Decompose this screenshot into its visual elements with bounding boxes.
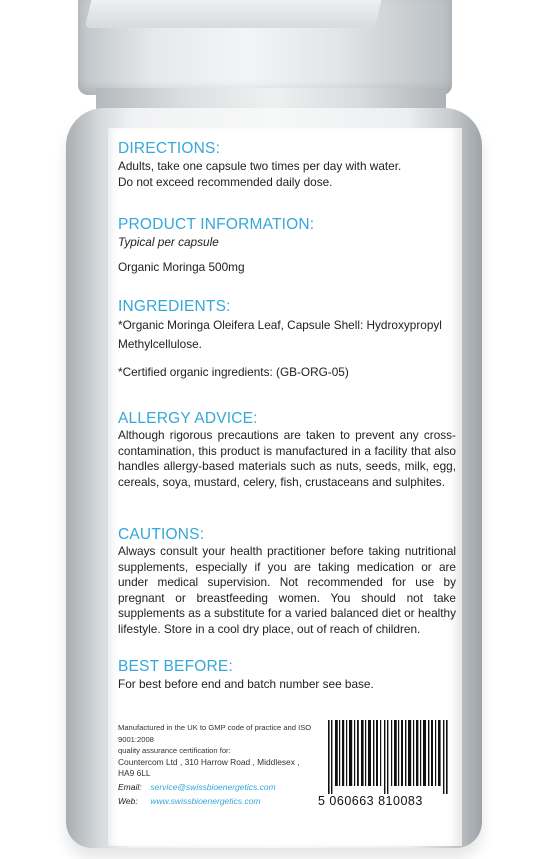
directions-section [118, 140, 456, 190]
allergy-heading: ALLERGY ADVICE: [118, 410, 258, 427]
web-label: Web: [118, 795, 138, 806]
typical-per-capsule: Typical per capsule [118, 235, 219, 249]
allergy-text: Although rigorous precautions are taken to prevent any cross-contamination, this product is manufactured in a facility that also handles allergy-based materials such as nuts, seeds, milk, egg, cereals, soya, mustard, celery, fish, crustaceans and sulphites. [118, 428, 456, 489]
allergy-section [118, 410, 456, 490]
manufacturer-line-1: Manufactured in the UK to GMP code of practice and ISO 9001:2008 [118, 723, 312, 744]
email-address: service@swissbioenergetics.com [150, 781, 276, 792]
barcode-bars [328, 720, 450, 794]
organic-moringa-amount: Organic Moringa 500mg [118, 260, 245, 274]
product-information-heading: PRODUCT INFORMATION: [118, 216, 315, 233]
manufacturer-line-4: HA9 6LL [118, 768, 151, 778]
cautions-text: Always consult your health practitioner before taking nutritional supplements, especially if you are taking medication or are under medical supervision. Not recommended for use by pregnant or breastfeeding women. You should not take supplements as a substitute for a varied balanced diet or healthy lifestyle. Store in a cool dry place, out of reach of children. [118, 544, 456, 636]
manufacturer-info [118, 722, 318, 808]
cautions-heading: CAUTIONS: [118, 526, 205, 543]
ingredients-section [118, 298, 456, 380]
bottle-cap-flap [85, 0, 382, 28]
bottle-label [108, 128, 462, 846]
barcode-number: 5 060663 810083 [318, 794, 423, 808]
product-information-section [118, 216, 456, 275]
best-before-text: For best before end and batch number see base. [118, 677, 374, 691]
barcode [318, 720, 454, 810]
ingredients-text: *Organic Moringa Oleifera Leaf, Capsule Shell: Hydroxypropyl Methylcellulose. [118, 318, 442, 351]
certified-organic-text: *Certified organic ingredients: (GB-ORG-05) [118, 365, 349, 379]
best-before-section [118, 658, 456, 692]
cautions-section [118, 526, 456, 637]
ingredients-heading: INGREDIENTS: [118, 298, 231, 315]
web-row [118, 794, 318, 808]
best-before-heading: BEST BEFORE: [118, 658, 233, 675]
web-address: www.swissbioenergetics.com [150, 795, 261, 806]
directions-line-2: Do not exceed recommended daily dose. [118, 175, 333, 189]
manufacturer-line-2: quality assurance certification for: [118, 746, 231, 755]
email-label: Email: [118, 781, 142, 792]
directions-heading: DIRECTIONS: [118, 140, 221, 157]
email-row [118, 780, 318, 794]
directions-line-1: Adults, take one capsule two times per day with water. [118, 159, 402, 173]
manufacturer-line-3: Countercom Ltd , 310 Harrow Road , Middlesex , [118, 756, 300, 767]
